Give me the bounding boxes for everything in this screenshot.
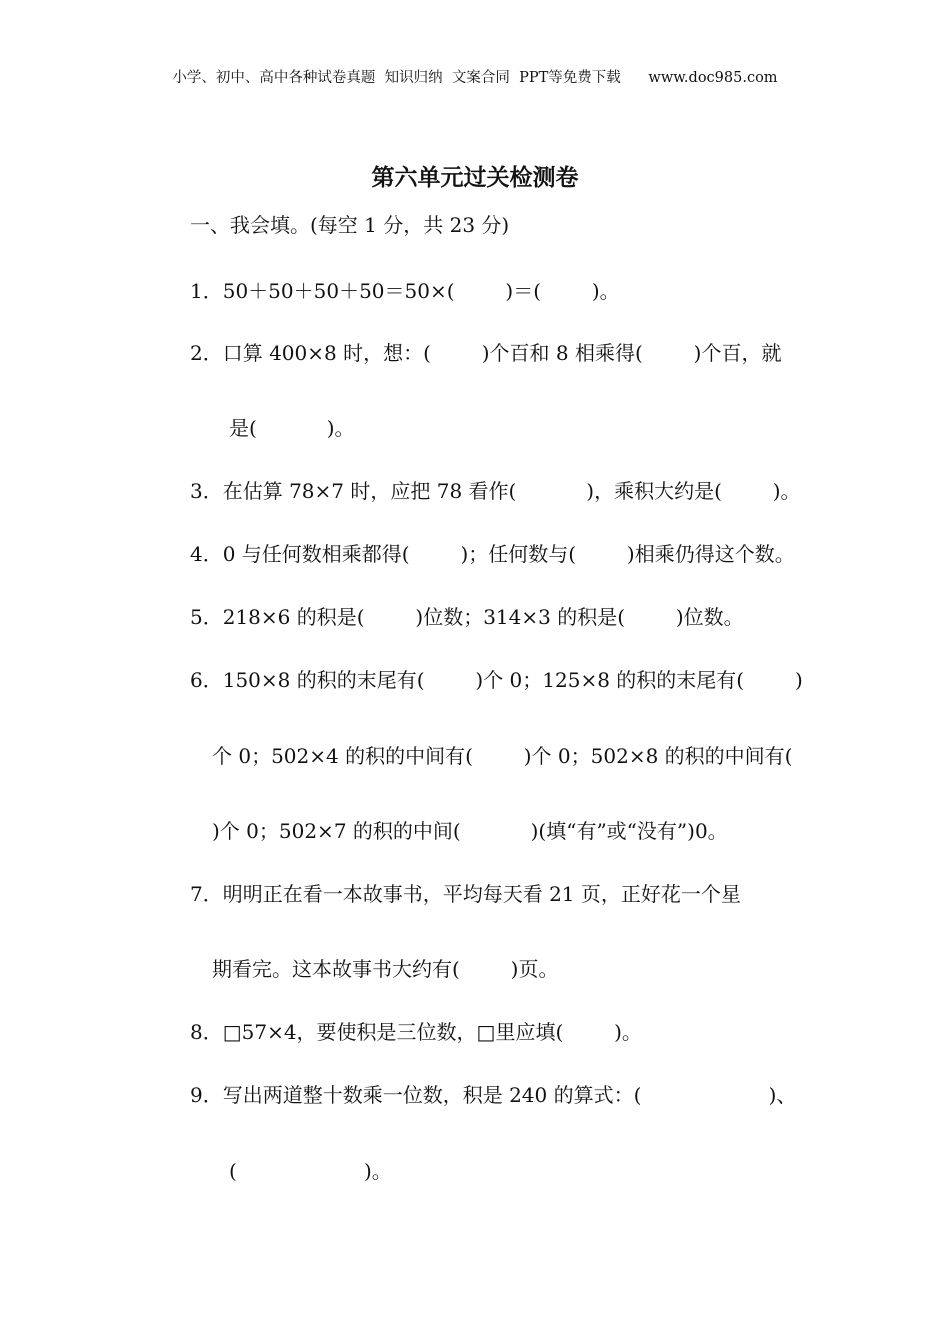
question-3: 3．在估算 78×7 时，应把 78 看作( )，乘积大约是( )。 <box>190 479 801 503</box>
page-title: 第六单元过关检测卷 <box>371 165 579 191</box>
question-1: 1．50＋50＋50＋50＝50×( )＝( )。 <box>190 279 620 303</box>
question-2: 2．口算 400×8 时，想：( )个百和 8 相乘得( )个百，就 <box>190 341 782 365</box>
page-header: 小学、初中、高中各种试卷真题 知识归纳 文案合同 PPT等免费下载 www.doc985.com <box>172 70 778 86</box>
question-9: 9．写出两道整十数乘一位数，积是 240 的算式：( )、 <box>190 1083 797 1107</box>
section-heading: 一、我会填。(每空 1 分，共 23 分) <box>190 213 510 237</box>
question-6: 6．150×8 的积的末尾有( )个 0；125×8 的积的末尾有( ) <box>190 668 803 692</box>
question-8: 8．□57×4，要使积是三位数，□里应填( )。 <box>190 1020 642 1044</box>
question-9-continued: ( )。 <box>229 1159 392 1183</box>
question-6-continued-b: )个 0；502×7 的积的中间( )(填“有”或“没有”)0。 <box>212 819 728 843</box>
question-2-continued: 是( )。 <box>229 416 355 440</box>
question-7-continued: 期看完。这本故事书大约有( )页。 <box>212 957 559 981</box>
question-7: 7．明明正在看一本故事书，平均每天看 21 页，正好花一个星 <box>190 882 741 906</box>
question-6-continued-a: 个 0；502×4 的积的中间有( )个 0；502×8 的积的中间有( <box>212 744 793 768</box>
question-4: 4．0 与任何数相乘都得( )；任何数与( )相乘仍得这个数。 <box>190 542 795 566</box>
question-5: 5．218×6 的积是( )位数；314×3 的积是( )位数。 <box>190 605 744 629</box>
